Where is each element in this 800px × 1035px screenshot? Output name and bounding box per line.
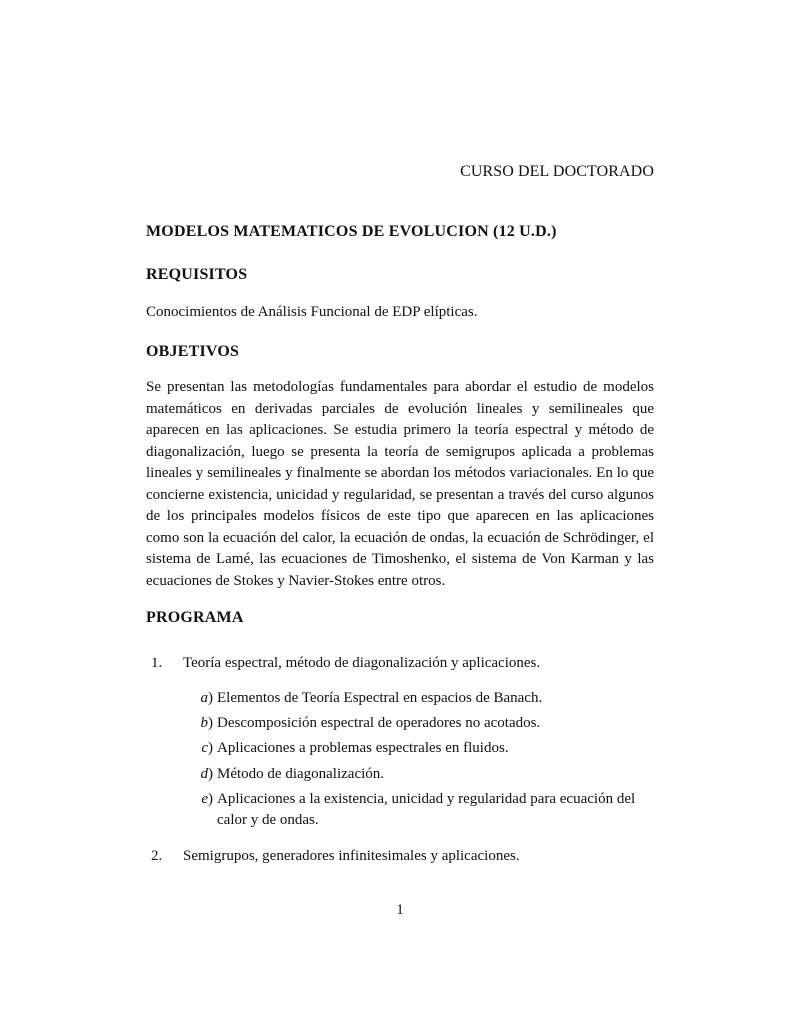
- page-number: 1: [396, 902, 404, 918]
- sub-item-label: Aplicaciones a problemas espectrales en fluidos.: [217, 740, 509, 756]
- sub-item-letter: d): [200, 766, 213, 782]
- requisitos-text: Conocimientos de Análisis Funcional de EDP elípticas.: [146, 304, 478, 320]
- objetivos-heading: OBJETIVOS: [146, 343, 240, 360]
- course-label: CURSO DEL DOCTORADO: [460, 163, 654, 180]
- list-item-number: 1.: [151, 655, 163, 671]
- sub-item-label: Descomposición espectral de operadores no acotados.: [217, 715, 541, 731]
- sub-item-letter: b): [200, 715, 213, 731]
- sub-item-label: Método de diagonalización.: [217, 766, 385, 782]
- document-page: [146, 0, 654, 1035]
- sub-item-letter: c): [201, 740, 213, 756]
- list-item-label: Teoría espectral, método de diagonalización y aplicaciones.: [183, 655, 541, 671]
- objetivos-text: Se presentan las metodologías fundamentales para abordar el estudio de modelos matemáticos en derivadas parciales de evolución lineales y semilineales que aparecen en las aplicaciones. Se estudia primero la teoría espectral y método de diagonalización, luego se presenta la teoría de semigrupos aplicada a problemas lineales y semilineales y finalmente se abordan los métodos variacionales. En lo que concierne existencia, unicidad y regularidad, se presentan a través del curso algunos de los principales modelos físicos de este tipo que aparecen en las aplicaciones como son la ecuación del calor, la ecuación de ondas, la ecuación de Schrödinger, el sistema de Lamé, las ecuaciones de Timoshenko, el sistema de Von Karman y las ecuaciones de Stokes y Navier-Stokes entre otros.: [146, 379, 654, 589]
- sub-item-letter: e): [201, 791, 213, 807]
- course-title: MODELOS MATEMATICOS DE EVOLUCION (12 U.D.): [146, 223, 557, 240]
- list-item-number: 2.: [151, 848, 163, 864]
- sub-item-label: Elementos de Teoría Espectral en espacios de Banach.: [217, 690, 543, 706]
- requisitos-heading: REQUISITOS: [146, 266, 248, 283]
- programa-heading: PROGRAMA: [146, 609, 244, 626]
- sub-item-letter: a): [200, 690, 213, 706]
- list-item-label: Semigrupos, generadores infinitesimales y aplicaciones.: [183, 848, 520, 864]
- sub-item-label: Aplicaciones a la existencia, unicidad y regularidad para ecuación del calor y de ondas.: [217, 791, 636, 828]
